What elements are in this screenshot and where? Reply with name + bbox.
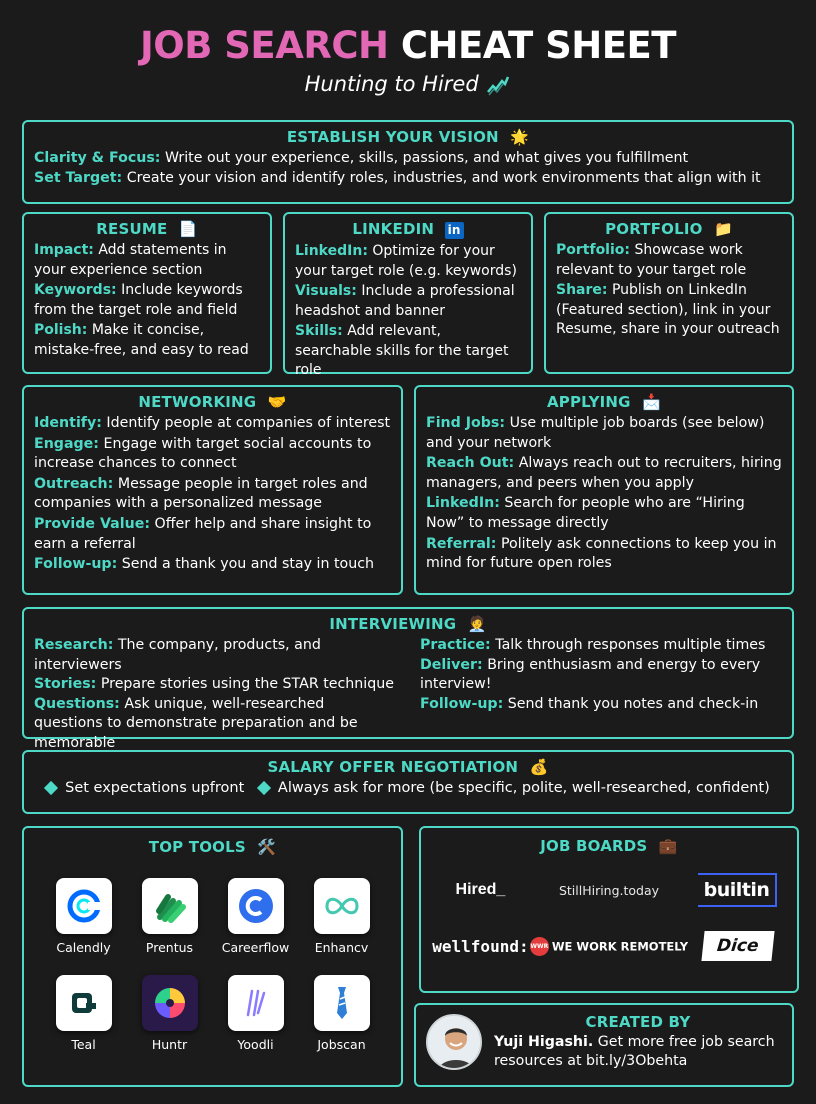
board-wellfound-label: wellfound:	[432, 936, 529, 956]
linkedin-item	[295, 282, 521, 321]
boards-section	[419, 826, 799, 993]
linkedin-item-text: Optimize for your your target role (e.g. keywords)	[295, 243, 517, 279]
applying-item-text: Always reach out to recruiters, hiring managers, and peers when you apply	[426, 455, 782, 491]
resume-item-text: Add statements in your experience section	[34, 242, 227, 278]
applying-item	[426, 494, 782, 533]
portfolio-heading-text: PORTFOLIO	[605, 220, 703, 238]
linkedin-item	[295, 242, 521, 281]
linkedin-item-text: Include a professional headshot and banner	[295, 283, 515, 319]
interviewing-item-key: Stories:	[34, 676, 97, 693]
interviewing-columns	[34, 636, 782, 754]
vision-heading	[34, 128, 782, 146]
vision-heading-text: ESTABLISH YOUR VISION	[286, 128, 499, 146]
networking-item-key: Provide Value:	[34, 515, 151, 532]
linkedin-section	[283, 212, 533, 378]
interviewing-item-key: Research:	[34, 637, 114, 653]
applying-item-text: Politely ask connections to keep you in mind for future open roles	[426, 535, 777, 572]
vision-item-key: Clarity & Focus:	[34, 150, 161, 166]
money-bag-icon: 💰	[529, 758, 549, 776]
linkedin-item-key: Skills:	[295, 323, 343, 339]
diamond-bullet-icon	[257, 780, 271, 794]
board-stillhiring[interactable]	[530, 883, 688, 898]
interviewing-item-text: The company, products, and interviewers	[34, 637, 321, 673]
teal-logo-icon	[56, 975, 112, 1031]
title-rest: CHEAT SHEET	[400, 24, 677, 67]
networking-item	[34, 475, 391, 514]
tool-label: Huntr	[151, 1037, 188, 1052]
creator-section	[414, 1003, 794, 1087]
salary-heading-text: SALARY OFFER NEGOTIATION	[267, 758, 519, 776]
resume-item	[34, 241, 260, 280]
interviewing-item	[420, 695, 782, 715]
applying-item-text: Use multiple job boards (see below) and your network	[426, 415, 765, 451]
tool-label: Yoodli	[237, 1037, 274, 1052]
tool-yoodli[interactable]	[213, 975, 299, 1052]
networking-item-text: Offer help and share insight to earn a referral	[34, 515, 372, 552]
prentus-logo-icon	[142, 878, 198, 934]
board-dice[interactable]	[688, 931, 787, 961]
salary-items	[34, 779, 782, 799]
tool-label: Teal	[71, 1037, 96, 1052]
applying-item-key: Reach Out:	[426, 455, 515, 472]
applying-item	[426, 454, 782, 493]
creator-heading: CREATED BY	[585, 1013, 691, 1031]
resume-heading-text: RESUME	[96, 220, 168, 238]
subtitle-text: Hunting to Hired	[304, 72, 479, 96]
linkedin-item-key: Visuals:	[295, 283, 357, 299]
board-weworkremotely-label: WE WORK REMOTELY	[551, 939, 689, 953]
tool-label: Prentus	[145, 940, 194, 955]
board-builtin-label: builtin	[698, 873, 778, 907]
applying-section	[414, 385, 794, 595]
vision-item	[34, 169, 782, 189]
tools-heading-text: TOP TOOLS	[148, 838, 246, 856]
resume-item-key: Keywords:	[34, 282, 117, 298]
creator-name: Yuji Higashi.	[494, 1034, 594, 1050]
resume-item-key: Polish:	[34, 322, 88, 338]
tool-huntr[interactable]	[127, 975, 213, 1052]
interviewing-item	[34, 636, 396, 675]
applying-item-key: Referral:	[426, 535, 497, 552]
office-worker-icon: 🧑‍💼	[467, 615, 487, 633]
applying-item	[426, 535, 782, 574]
portfolio-item	[556, 241, 782, 280]
inbox-icon: 📩	[642, 393, 662, 411]
resume-item-text: Make it concise, mistake-free, and easy to read	[34, 322, 249, 358]
resume-item-text: Include keywords from the target role and field	[34, 282, 243, 318]
avatar	[426, 1014, 482, 1070]
tool-careerflow[interactable]	[213, 878, 299, 955]
tool-calendly[interactable]	[41, 878, 127, 955]
networking-heading-text: NETWORKING	[138, 393, 257, 411]
networking-item-key: Follow-up:	[34, 556, 118, 573]
portfolio-item-text: Showcase work relevant to your target role	[556, 242, 747, 278]
interviewing-item	[34, 695, 396, 754]
vision-item-text: Create your vision and identify roles, industries, and work environments that align with it	[126, 169, 761, 186]
networking-heading	[34, 393, 391, 411]
vision-item-text: Write out your experience, skills, passions, and what gives you fulfillment	[165, 150, 689, 166]
networking-item	[34, 515, 391, 554]
networking-section	[22, 385, 403, 595]
portfolio-section	[544, 212, 794, 374]
huntr-logo-icon	[142, 975, 198, 1031]
linkedin-item-key: LinkedIn:	[295, 243, 368, 259]
resume-heading	[34, 220, 260, 238]
applying-item-key: Find Jobs:	[426, 415, 506, 431]
briefcase-icon: 💼	[658, 837, 678, 855]
creator-blurb	[494, 1033, 782, 1071]
tools-section	[22, 826, 403, 1087]
interviewing-item-text: Send thank you notes and check-in	[507, 695, 759, 712]
interviewing-section	[22, 607, 794, 751]
resume-section	[22, 212, 272, 374]
networking-item	[34, 555, 391, 575]
resume-item	[34, 281, 260, 320]
interviewing-item-text: Bring enthusiasm and energy to every interview!	[420, 656, 761, 693]
applying-item	[426, 414, 782, 453]
portfolio-item-key: Portfolio:	[556, 242, 630, 258]
tools-heading	[34, 838, 391, 856]
board-builtin[interactable]	[688, 873, 787, 907]
tool-label: Enhancv	[314, 940, 369, 955]
board-hired-label: Hired_	[455, 881, 506, 898]
folder-icon: 📁	[714, 220, 733, 238]
interviewing-left-column	[34, 636, 396, 754]
vision-section	[22, 120, 794, 204]
tool-label: Jobscan	[317, 1037, 366, 1052]
interviewing-item-key: Follow-up:	[420, 695, 504, 712]
portfolio-item	[556, 281, 782, 340]
linkedin-heading	[295, 220, 521, 239]
linkedin-item	[295, 322, 521, 381]
interviewing-item-text: Prepare stories using the STAR technique	[100, 676, 394, 693]
networking-item	[34, 414, 391, 434]
boards-heading	[431, 837, 787, 855]
applying-heading-text: APPLYING	[546, 393, 631, 411]
star-icon: 🌟	[510, 128, 530, 146]
resume-item	[34, 321, 260, 360]
salary-heading	[34, 758, 782, 776]
boards-heading-text: JOB BOARDS	[540, 837, 648, 855]
document-icon: 📄	[178, 220, 198, 238]
page-title	[0, 24, 816, 67]
wwr-logo-icon: WWR	[530, 937, 549, 956]
interviewing-item-key: Questions:	[34, 695, 120, 712]
networking-item-text: Engage with target social accounts to increase chances to connect	[34, 435, 372, 472]
interviewing-heading	[34, 615, 782, 633]
tools-grid	[34, 878, 391, 1052]
interviewing-item-text: Ask unique, well-researched questions to demonstrate preparation and be memorable	[34, 695, 358, 751]
handshake-icon: 🤝	[267, 393, 287, 411]
linkedin-item-text: Add relevant, searchable skills for the target role	[295, 323, 509, 378]
yoodli-logo-icon	[228, 975, 284, 1031]
vision-item	[34, 149, 782, 169]
tool-enhancv[interactable]	[299, 878, 385, 955]
tool-teal[interactable]	[41, 975, 127, 1052]
applying-item-text: Search for people who are “Hiring Now” to message directly	[426, 495, 745, 531]
networking-item	[34, 435, 391, 474]
networking-item-key: Identify:	[34, 415, 102, 431]
board-hired[interactable]	[431, 881, 530, 899]
networking-item-text: Identify people at companies of interest	[106, 415, 391, 431]
tool-jobscan[interactable]	[299, 975, 385, 1052]
interviewing-heading-text: INTERVIEWING	[329, 615, 457, 633]
interviewing-right-column	[420, 636, 782, 754]
calendly-logo-icon	[56, 878, 112, 934]
networking-item-text: Message people in target roles and companies with a personalized message	[34, 475, 368, 512]
salary-item: Always ask for more (be specific, polite, well-researched, confident)	[277, 780, 770, 796]
boards-grid	[431, 873, 787, 961]
tool-label: Calendly	[56, 940, 111, 955]
portfolio-item-key: Share:	[556, 282, 608, 298]
linkedin-heading-text: LINKEDIN	[352, 220, 435, 238]
networking-item-key: Outreach:	[34, 475, 114, 492]
salary-item: Set expectations upfront	[65, 780, 245, 796]
careerflow-logo-icon	[228, 878, 284, 934]
linkedin-icon: in	[445, 222, 464, 239]
applying-heading	[426, 393, 782, 411]
interviewing-item	[34, 675, 396, 695]
diamond-bullet-icon	[44, 780, 58, 794]
vision-item-key: Set Target:	[34, 169, 123, 186]
tools-icon: 🛠️	[257, 838, 277, 856]
interviewing-item-text: Talk through responses multiple times	[495, 637, 766, 653]
interviewing-item-key: Deliver:	[420, 656, 483, 673]
board-weworkremotely[interactable]	[530, 937, 688, 956]
trending-up-icon	[485, 73, 511, 97]
networking-item-key: Engage:	[34, 435, 99, 452]
applying-item-key: LinkedIn:	[426, 495, 500, 512]
board-dice-label: Dice	[701, 931, 774, 961]
networking-item-text: Send a thank you and stay in touch	[121, 556, 374, 573]
jobscan-logo-icon	[314, 975, 370, 1031]
board-stillhiring-label: StillHiring.today	[558, 882, 660, 898]
portfolio-item-text: Publish on LinkedIn (Featured section), link in your Resume, share in your outreach	[556, 282, 780, 337]
creator-link-text[interactable]: Get more free job search resources at bit.ly/3Obehta	[494, 1034, 775, 1069]
interviewing-item	[420, 656, 782, 695]
tool-prentus[interactable]	[127, 878, 213, 955]
page-subtitle	[0, 72, 816, 97]
portfolio-heading	[556, 220, 782, 238]
resume-item-key: Impact:	[34, 242, 94, 258]
salary-section	[22, 750, 794, 814]
creator-row	[426, 1013, 782, 1071]
interviewing-item-key: Practice:	[420, 637, 491, 653]
title-highlight: JOB SEARCH	[139, 24, 389, 67]
tool-label: Careerflow	[221, 940, 290, 955]
creator-text	[494, 1013, 782, 1071]
enhancv-logo-icon	[314, 878, 370, 934]
interviewing-item	[420, 636, 782, 656]
board-wellfound[interactable]	[431, 937, 530, 956]
